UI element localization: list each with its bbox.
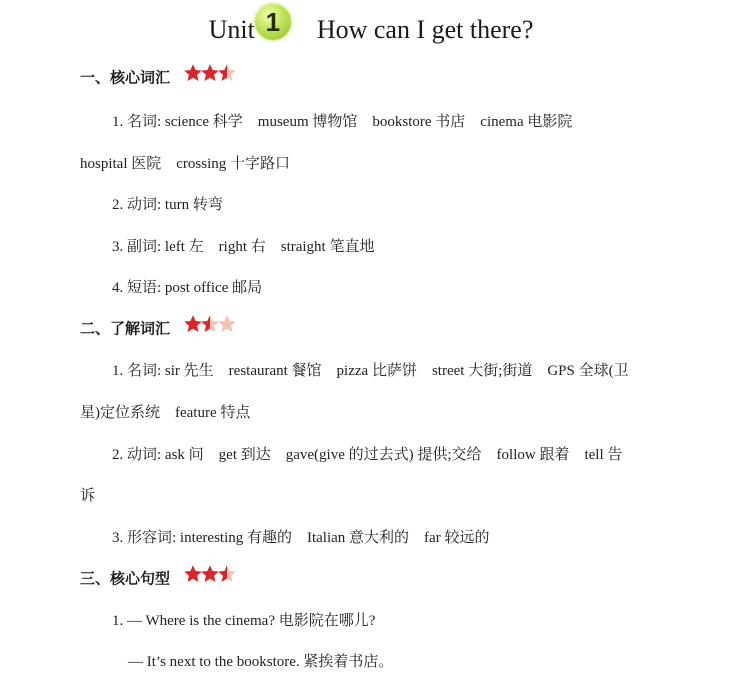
rating-stars [183,564,234,588]
section-heading-text: 二、了解词汇 [80,319,171,338]
star-icon [217,63,237,83]
unit-number: 1 [265,7,281,37]
vocab-line: hospital 医院 crossing 十字路口 [80,156,290,172]
vocab-line: 4. 短语: post office 邮局 [112,280,263,296]
vocab-line: 2. 动词: ask 问 get 到达 gave(give 的过去式) 提供;交给 follow 跟着 tell 告 [112,447,623,463]
section-heading-core-sentences [80,567,234,591]
vocab-line: 1. 名词: sir 先生 restaurant 餐馆 pizza 比萨饼 street 大街;街道 GPS 全球(卫 [112,363,629,379]
section-heading-text: 一、核心词汇 [80,68,171,87]
vocab-line: 1. 名词: science 科学 museum 博物馆 bookstore 书店 cinema 电影院 [112,114,573,130]
vocab-line: 3. 副词: left 左 right 右 straight 笔直地 [112,239,375,255]
section-heading-core-vocabulary [80,66,234,90]
section-heading-text: 三、核心句型 [80,569,171,588]
rating-stars [183,314,234,338]
section-heading-understand-vocabulary [80,317,234,341]
vocab-line: 2. 动词: turn 转弯 [112,197,223,213]
unit-word: Unit [208,15,255,44]
sentence-line: 1. — Where is the cinema? 电影院在哪儿? [112,613,376,629]
unit-title [0,7,742,48]
star-icon [217,564,237,584]
vocab-line: 星)定位系统 feature 特点 [80,405,251,421]
star-icon [217,314,237,334]
vocab-line: 3. 形容词: interesting 有趣的 Italian 意大利的 far 较远的 [112,530,490,546]
unit-number-badge [255,4,291,40]
vocab-line: 诉 [80,488,96,504]
sentence-line: — It’s next to the bookstore. 紧挨着书店。 [128,654,394,670]
unit-question: How can I get there? [316,15,534,44]
rating-stars [183,63,234,87]
